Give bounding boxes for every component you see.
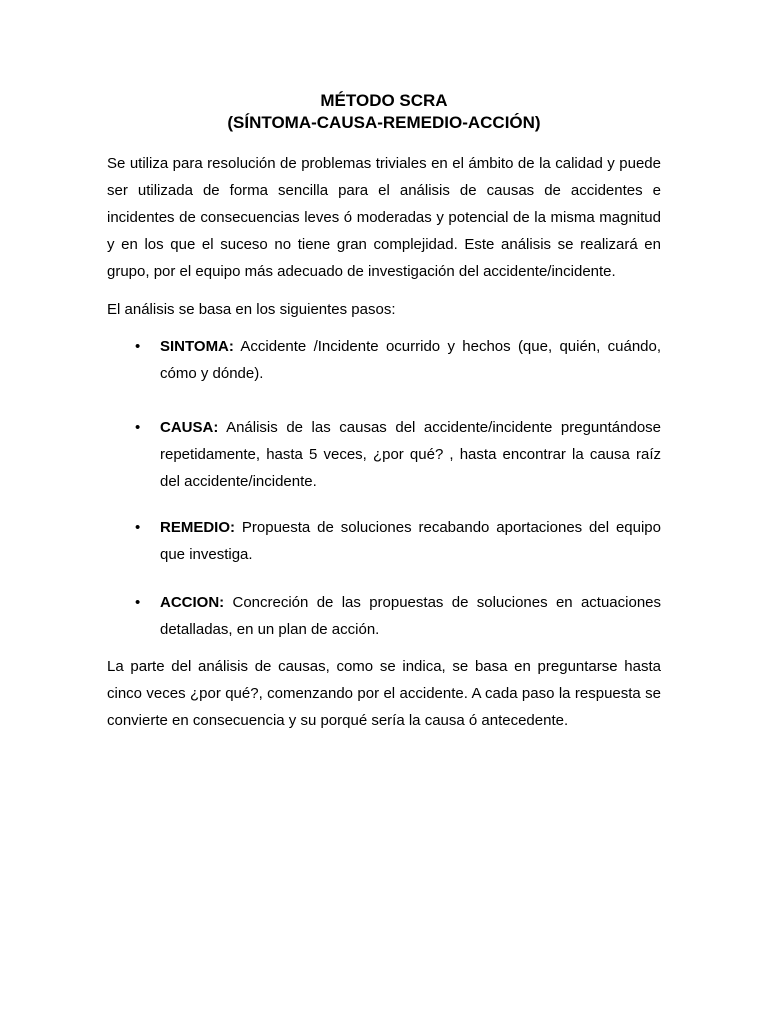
bullet-term: ACCION: — [160, 594, 225, 611]
intro-paragraph: Se utiliza para resolución de problemas triviales en el ámbito de la calidad y puede ser utilizada de forma sencilla para el análisis de causas de accidentes e incidentes de consecuencias leves ó moderadas y potencial de la misma magnitud y en los que el suceso no tiene gran complejidad. Este análisis se realizará en grupo, por el equipo más adecuado de investigación del accidente/incidente. — [107, 155, 661, 280]
steps-list — [107, 333, 661, 643]
title-line-1: MÉTODO SCRA — [320, 91, 448, 110]
closing-paragraph: La parte del análisis de causas, como se indica, se basa en preguntarse hasta cinco veces ¿por qué?, comenzando por el accidente. A cada paso la respuesta se convierte en consecuencia y su porqué sería la causa ó antecedente. — [107, 658, 661, 729]
document-title — [0, 90, 768, 134]
list-item-causa — [107, 414, 661, 495]
list-item-remedio — [107, 514, 661, 568]
bullet-text: Concreción de las propuestas de soluciones en actuaciones detalladas, en un plan de acción. — [160, 594, 661, 638]
bullet-text: Propuesta de soluciones recabando aportaciones del equipo que investiga. — [160, 519, 661, 563]
list-item-accion — [107, 589, 661, 643]
bullet-icon: • — [135, 419, 141, 436]
bullet-term: CAUSA: — [160, 419, 219, 436]
bullet-text: Análisis de las causas del accidente/incidente preguntándose repetidamente, hasta 5 veces, ¿por qué? , hasta encontrar la causa raíz del accidente/incidente. — [160, 419, 661, 490]
list-item-sintoma — [107, 333, 661, 387]
bullet-icon: • — [135, 519, 141, 536]
bullet-text: Accidente /Incidente ocurrido y hechos (que, quién, cuándo, cómo y dónde). — [160, 338, 662, 382]
bullet-icon: • — [135, 594, 141, 611]
bullet-term: SINTOMA: — [160, 338, 234, 355]
title-line-2: (SÍNTOMA-CAUSA-REMEDIO-ACCIÓN) — [227, 113, 541, 132]
steps-lead-paragraph: El análisis se basa en los siguientes pasos: — [107, 301, 396, 318]
bullet-term: REMEDIO: — [160, 519, 235, 536]
bullet-icon: • — [135, 338, 141, 355]
